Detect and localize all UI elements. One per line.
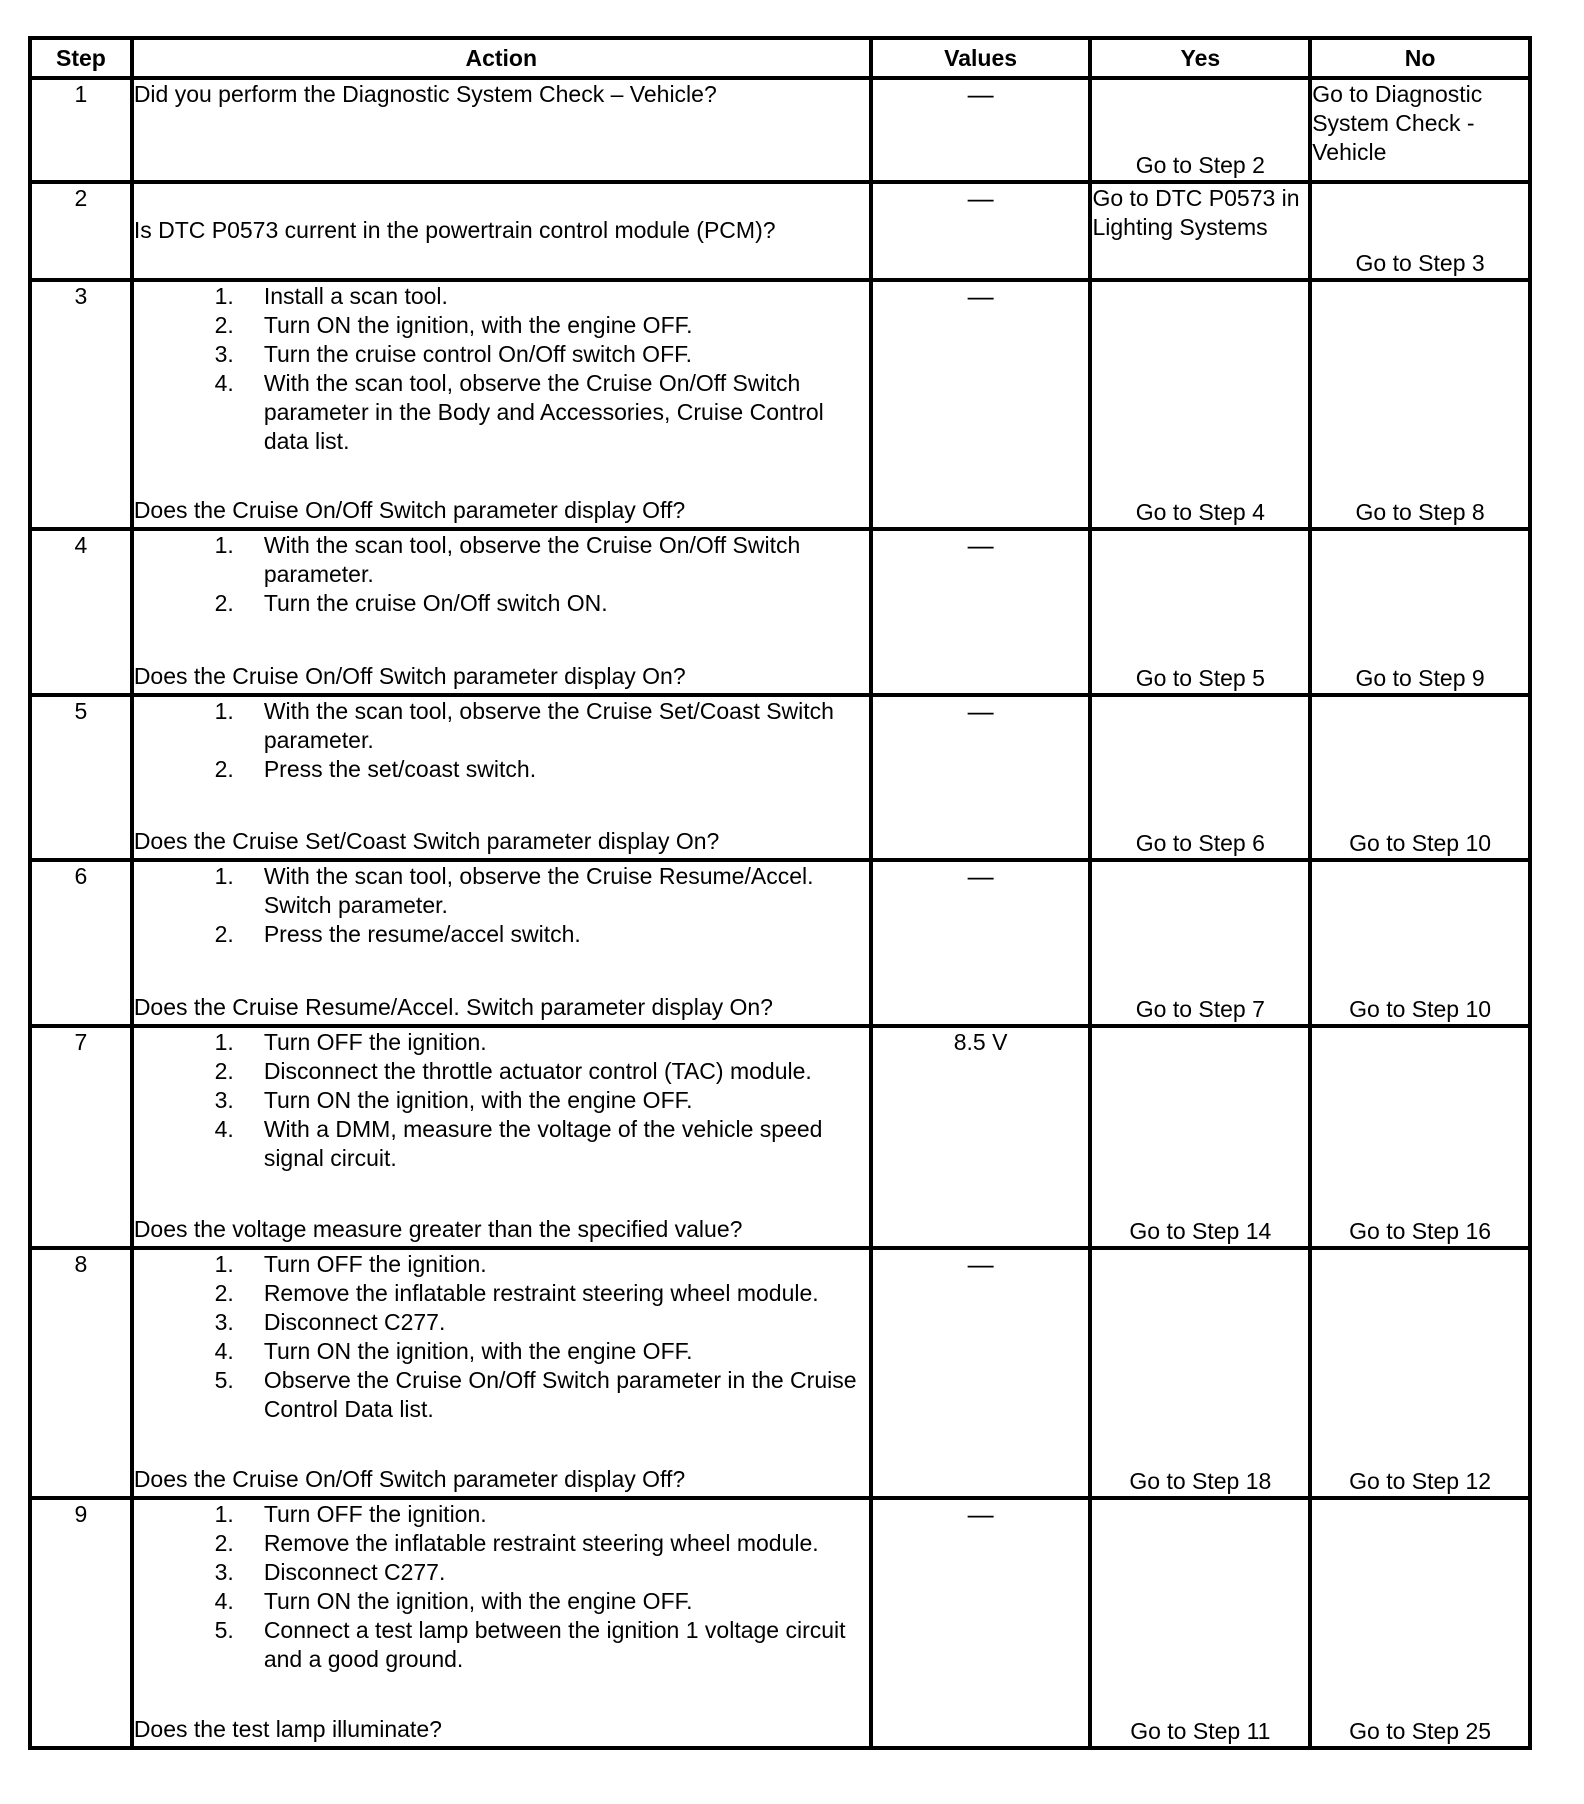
list-item [134,311,869,340]
list-item [134,1337,869,1366]
step-number: 8 [30,1248,132,1498]
value-cell [871,182,1091,280]
list-item [134,1616,869,1674]
value-text: — [967,182,994,213]
header-step: Step [30,38,132,78]
list-item-number: 3. [214,1558,234,1585]
no-outcome: Go to Step 8 [1355,499,1485,526]
table-row [30,1248,1530,1498]
action-cell [132,695,871,861]
value-cell [871,1248,1091,1498]
list-item-number: 5. [214,1616,234,1643]
value-text: — [967,1498,994,1529]
no-cell [1310,280,1530,529]
yes-outcome: Go to DTC P0573 in Lighting Systems [1092,184,1300,240]
header-row [30,38,1530,78]
action-question: Did you perform the Diagnostic System Check – Vehicle? [133,81,717,107]
list-item-text: With the scan tool, observe the Cruise On/Off Switch parameter in the Body and Accessories, Cruise Control data list. [263,370,824,455]
list-item [134,369,869,456]
value-cell [871,529,1091,695]
list-item-number: 2. [214,1058,234,1085]
list-item [134,920,869,949]
list-item-text: Press the set/coast switch. [263,755,537,782]
yes-outcome: Go to Step 5 [1135,664,1265,691]
action-question: Does the Cruise On/Off Switch parameter display Off? [133,497,686,524]
action-content [134,1028,869,1246]
table-row [30,182,1530,280]
yes-outcome: Go to Step 18 [1129,1467,1272,1494]
list-item-text: Turn the cruise On/Off switch ON. [263,590,608,617]
yes-cell [1090,1498,1310,1748]
no-cell [1310,1498,1530,1748]
yes-cell [1090,1248,1310,1498]
list-item-text: Disconnect C277. [263,1558,446,1585]
action-cell [132,280,871,529]
list-item [134,1587,869,1616]
value-cell [871,860,1091,1026]
no-outcome: Go to Step 12 [1349,1467,1492,1494]
table-row [30,1026,1530,1248]
value-text: — [967,79,994,109]
list-item-text: Disconnect C277. [263,1308,446,1335]
list-item [134,589,869,618]
procedure-list [134,697,869,784]
list-item-text: Connect a test lamp between the ignition 1 voltage circuit and a good ground. [263,1616,846,1672]
no-outcome: Go to Step 9 [1355,664,1485,691]
yes-outcome: Go to Step 2 [1135,151,1265,178]
header-yes: Yes [1090,38,1310,78]
no-cell [1310,182,1530,280]
step-number: 1 [30,78,132,182]
no-cell [1310,529,1530,695]
list-item-text: Turn OFF the ignition. [263,1029,487,1056]
procedure-list [134,862,869,949]
list-item-number: 2. [214,1279,234,1306]
diagnostic-table [28,36,1532,1750]
procedure-list [134,531,869,618]
header-action: Action [132,38,871,78]
list-item-text: Remove the inflatable restraint steering wheel module. [263,1279,819,1306]
list-item-text: Turn the cruise control On/Off switch OFF. [263,341,693,368]
no-outcome: Go to Step 10 [1349,830,1492,857]
action-content [134,862,869,1024]
list-item-text: Remove the inflatable restraint steering wheel module. [263,1529,819,1556]
action-question: Does the Cruise Resume/Accel. Switch parameter display On? [133,994,773,1021]
step-number: 5 [30,695,132,861]
list-item-number: 3. [214,1308,234,1335]
list-item [134,1529,869,1558]
action-question: Does the Cruise On/Off Switch parameter display On? [133,662,686,689]
list-item-number: 3. [214,341,234,368]
value-text: — [967,695,994,726]
yes-cell [1090,1026,1310,1248]
list-item [134,1366,869,1424]
list-item-number: 1. [214,1250,234,1277]
list-item [134,340,869,369]
procedure-list [134,1250,869,1424]
list-item-number: 5. [214,1366,234,1393]
list-item-number: 3. [214,1087,234,1114]
list-item-number: 1. [214,283,234,310]
header-values: Values [871,38,1091,78]
action-content [134,697,869,859]
yes-cell [1090,280,1310,529]
list-item-text: With the scan tool, observe the Cruise Resume/Accel. Switch parameter. [263,863,814,919]
list-item-number: 4. [214,1587,234,1614]
action-cell [132,78,871,182]
yes-cell [1090,529,1310,695]
list-item-text: Disconnect the throttle actuator control (TAC) module. [263,1058,812,1085]
table-row [30,280,1530,529]
list-item-text: Turn ON the ignition, with the engine OFF. [263,1587,693,1614]
value-text: 8.5 V [953,1029,1008,1056]
no-outcome: Go to Diagnostic System Check - Vehicle [1312,81,1483,165]
no-cell [1310,78,1530,182]
step-number: 6 [30,860,132,1026]
list-item-number: 4. [214,1116,234,1143]
list-item [134,1086,869,1115]
list-item [134,1558,869,1587]
list-item [134,1028,869,1057]
no-cell [1310,860,1530,1026]
step-number: 2 [30,182,132,280]
no-outcome: Go to Step 10 [1349,996,1492,1023]
list-item-text: Turn ON the ignition, with the engine OFF. [263,1087,693,1114]
header-no: No [1310,38,1530,78]
list-item [134,697,869,755]
value-text: — [967,281,994,312]
action-question: Does the Cruise Set/Coast Switch parameter display On? [133,828,720,855]
table-row [30,1498,1530,1748]
no-outcome: Go to Step 16 [1349,1217,1492,1244]
action-content [134,282,869,527]
list-item-text: Press the resume/accel switch. [263,921,581,948]
action-content [134,80,869,180]
no-outcome: Go to Step 25 [1349,1718,1492,1744]
list-item-text: Observe the Cruise On/Off Switch parameter in the Cruise Control Data list. [263,1366,857,1422]
action-content [134,184,869,278]
list-item-number: 1. [214,1029,234,1056]
yes-cell [1090,78,1310,182]
list-item [134,1279,869,1308]
procedure-list [134,282,869,456]
yes-outcome: Go to Step 6 [1135,830,1265,857]
list-item-text: With the scan tool, observe the Cruise Set/Coast Switch parameter. [263,697,834,753]
action-cell [132,182,871,280]
action-content [134,531,869,693]
yes-outcome: Go to Step 7 [1135,996,1265,1023]
procedure-list [134,1500,869,1674]
list-item-number: 2. [214,590,234,617]
list-item-text: Turn ON the ignition, with the engine OFF. [263,1337,693,1364]
list-item [134,1057,869,1086]
action-content [134,1250,869,1496]
action-cell [132,1026,871,1248]
list-item [134,862,869,920]
no-cell [1310,1026,1530,1248]
yes-cell [1090,695,1310,861]
list-item-number: 2. [214,755,234,782]
table-row [30,78,1530,182]
list-item [134,1500,869,1529]
action-question: Does the Cruise On/Off Switch parameter display Off? [133,1465,686,1492]
list-item-text: With the scan tool, observe the Cruise On/Off Switch parameter. [263,532,801,588]
list-item [134,755,869,784]
list-item [134,1250,869,1279]
table-row [30,695,1530,861]
value-text: — [967,861,994,892]
no-cell [1310,1248,1530,1498]
list-item-text: Install a scan tool. [263,283,448,310]
list-item-number: 2. [214,312,234,339]
action-question: Does the voltage measure greater than the specified value? [133,1215,743,1242]
procedure-list [134,1028,869,1173]
list-item-number: 1. [214,532,234,559]
list-item-number: 1. [214,1500,234,1527]
list-item-number: 2. [214,921,234,948]
value-cell [871,78,1091,182]
step-number: 9 [30,1498,132,1748]
list-item [134,282,869,311]
yes-cell [1090,860,1310,1026]
no-cell [1310,695,1530,861]
table-row [30,529,1530,695]
value-cell [871,280,1091,529]
action-content [134,1500,869,1746]
value-cell [871,695,1091,861]
list-item-number: 2. [214,1529,234,1556]
list-item [134,1115,869,1173]
table-body [30,78,1530,1748]
action-cell [132,1248,871,1498]
action-cell [132,860,871,1026]
list-item-number: 4. [214,370,234,397]
list-item-text: With a DMM, measure the voltage of the vehicle speed signal circuit. [263,1116,823,1172]
table-row [30,860,1530,1026]
yes-outcome: Go to Step 4 [1135,499,1265,526]
list-item-number: 1. [214,863,234,890]
value-text: — [967,1248,994,1279]
value-cell [871,1026,1091,1248]
list-item-number: 4. [214,1337,234,1364]
list-item-text: Turn OFF the ignition. [263,1500,487,1527]
no-outcome: Go to Step 3 [1355,250,1485,277]
list-item-text: Turn ON the ignition, with the engine OFF. [263,312,693,339]
action-question: Is DTC P0573 current in the powertrain control module (PCM)? [133,216,776,243]
yes-outcome: Go to Step 14 [1129,1217,1272,1244]
action-question: Does the test lamp illuminate? [133,1716,442,1742]
action-cell [132,1498,871,1748]
value-cell [871,1498,1091,1748]
list-item-text: Turn OFF the ignition. [263,1250,487,1277]
yes-outcome: Go to Step 11 [1130,1718,1271,1744]
step-number: 3 [30,280,132,529]
value-text: — [967,530,994,561]
list-item-number: 1. [214,697,234,724]
step-number: 7 [30,1026,132,1248]
yes-cell [1090,182,1310,280]
list-item [134,1308,869,1337]
list-item [134,531,869,589]
step-number: 4 [30,529,132,695]
action-cell [132,529,871,695]
